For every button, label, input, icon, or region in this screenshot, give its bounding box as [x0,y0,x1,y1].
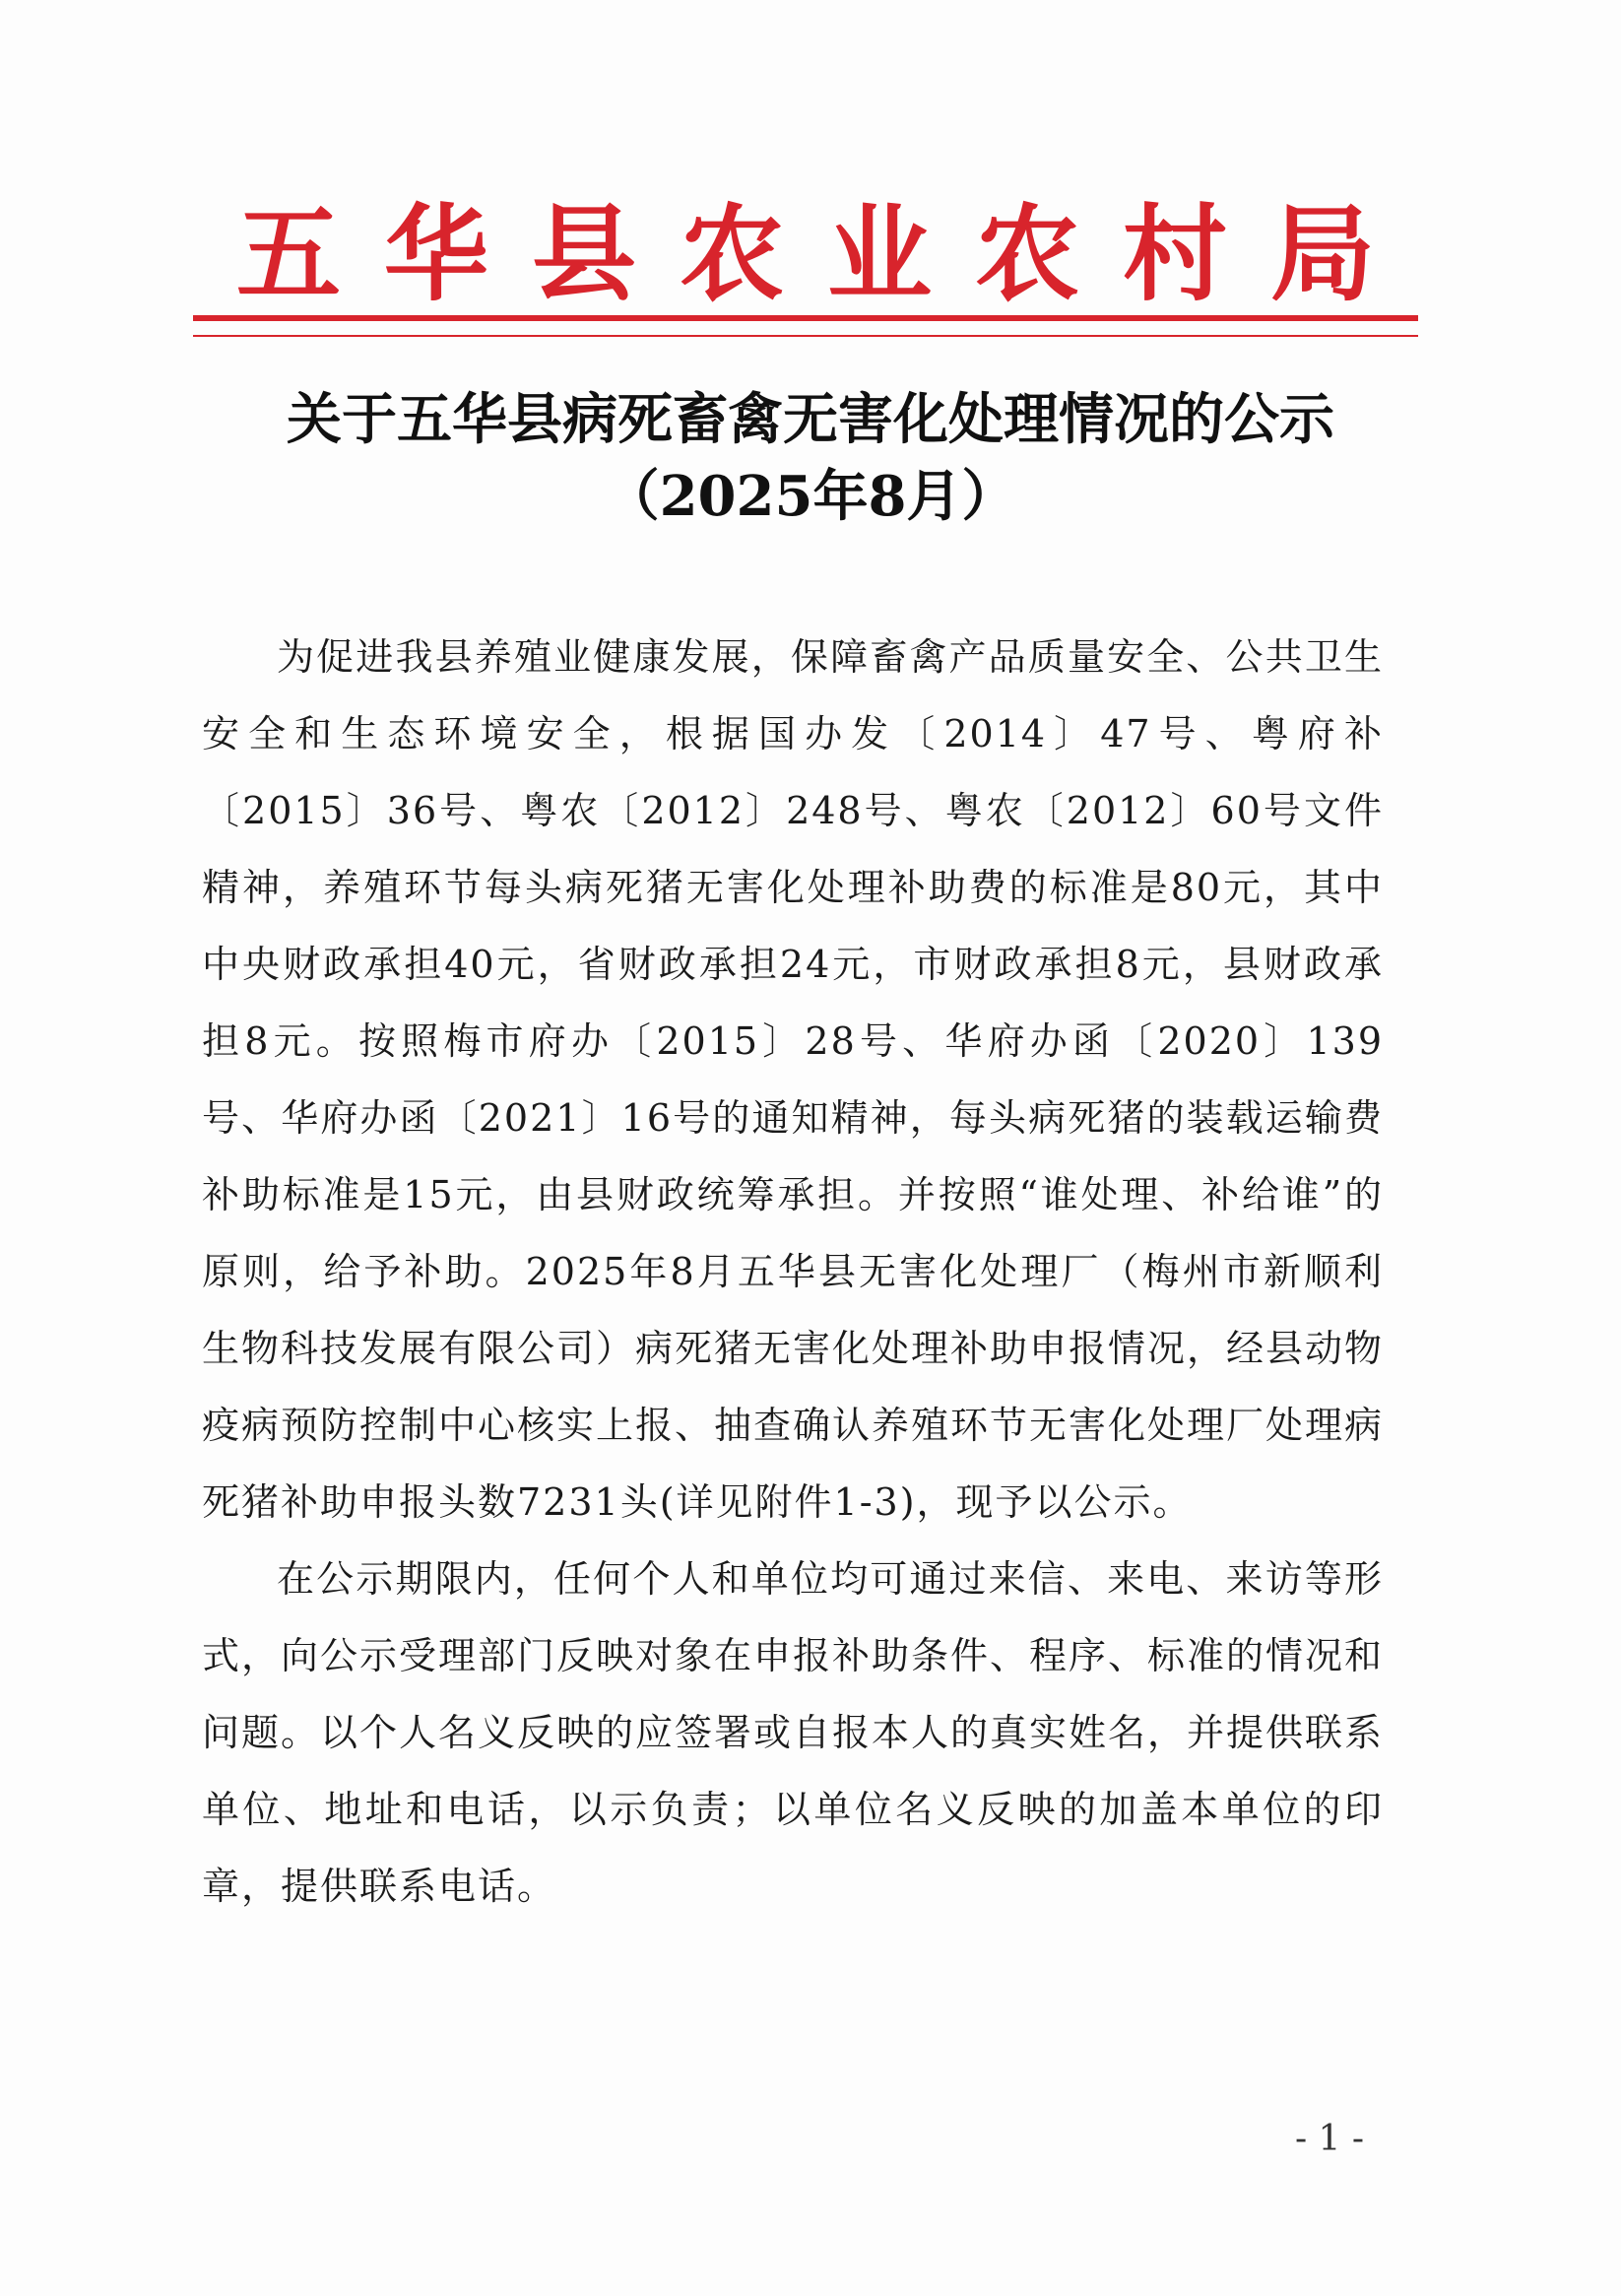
org-header-title: 五华县农业农村局 [236,192,1418,315]
header-rule-thick [193,315,1418,321]
document-title: 关于五华县病死畜禽无害化处理情况的公示 [287,387,1334,452]
document-subtitle: （2025年8月） [604,464,1017,529]
header-rule-thin [193,335,1418,337]
body-paragraph: 在公示期限内，任何个人和单位均可通过来信、来电、来访等形式，向公示受理部门反映对象在申报补助条件、程序、标准的情况和问题。以个人名义反映的应签署或自报本人的真实姓名，并提供联系单位、地址和电话，以示负责；以单位名义反映的加盖本单位的印章，提供联系电话。 [202,1557,1385,1908]
page-number: - 1 - [1294,2119,1365,2159]
document-body [202,619,1384,1925]
body-paragraph: 为促进我县养殖业健康发展，保障畜禽产品质量安全、公共卫生安全和生态环境安全，根据国办发〔2014〕47号、粤府补〔2015〕36号、粤农〔2012〕248号、粤农〔2012〕60号文件精神，养殖环节每头病死猪无害化处理补助费的标准是80元，其中中央财政承担40元，省财政承担24元，市财政承担8元，县财政承担8元。按照梅市府办〔2015〕28号、华府办函〔2020〕139号、华府办函〔2021〕16号的通知精神，每头病死猪的装载运输费补助标准是15元，由县财政统筹承担。并按照“谁处理、补给谁”的原则，给予补助。2025年8月五华县无害化处理厂（梅州市新顺利生物科技发展有限公司）病死猪无害化处理补助申报情况，经县动物疫病预防控制中心核实上报、抽查确认养殖环节无害化处理厂处理病死猪补助申报头数7231头(详见附件1-3)，现予以公示。 [202,635,1385,1524]
